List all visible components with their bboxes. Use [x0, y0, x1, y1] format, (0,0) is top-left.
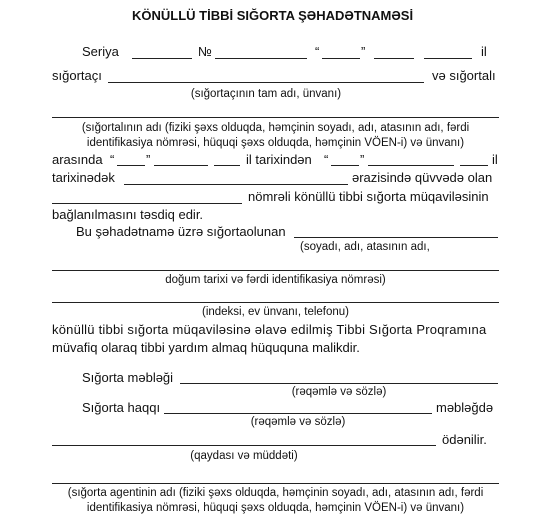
in-force-label: ərazisində qüvvədə olan [352, 170, 493, 185]
quote-close-3: ” [360, 152, 365, 167]
between-label: arasında [52, 152, 103, 167]
seriya-label: Seriya [82, 44, 119, 59]
territory-field[interactable] [124, 184, 348, 185]
insured-field[interactable] [52, 117, 499, 118]
payment-order-hint: (qaydası və müddəti) [190, 450, 298, 462]
premium-suffix: məbləğdə [436, 400, 494, 415]
insured-person-name-field[interactable] [294, 237, 498, 238]
agent-hint-2: identifikasiya nömrəsi, hüquqi şəxs olduqda, həmçinin VÖEN-i) və ünvanı) [86, 502, 465, 514]
end-year-label: il [492, 152, 498, 167]
payment-order-field[interactable] [52, 445, 436, 446]
insurer-label: sığortaçı [52, 68, 102, 83]
start-date-label: il tarixindən [246, 152, 312, 167]
quote-close: ” [361, 44, 366, 59]
insured-label: və sığortalı [432, 68, 496, 83]
quote-open-2: “ [110, 152, 115, 167]
birth-id-hint: doğum tarixi və fərdi identifikasiya nömrəsi) [165, 274, 386, 286]
document-title: KÖNÜLLÜ TİBBİ SIĞORTA ŞƏHADƏTNAMƏSİ [132, 8, 414, 23]
until-label: tarixinədək [52, 170, 115, 185]
number-sign: № [198, 44, 212, 59]
start-year-field[interactable] [214, 165, 240, 166]
insured-hint-2: identifikasiya nömrəsi, hüquqi şəxs olduqda, həmçinin VÖEN-i) və ünvanı) [86, 137, 465, 149]
year-label: il [481, 44, 487, 59]
agent-hint-1: (sığorta agentinin adı (fiziki şəxs olduqda, həmçinin soyadı, adı, atasının adı, fərdi [67, 487, 484, 499]
premium-field[interactable] [164, 413, 432, 414]
month-field[interactable] [374, 58, 414, 59]
year-field[interactable] [424, 58, 472, 59]
start-day-field[interactable] [117, 165, 145, 166]
agent-field[interactable] [52, 483, 499, 484]
quote-open: “ [315, 44, 320, 59]
premium-hint: (rəqəmlə və sözlə) [250, 416, 346, 428]
quote-open-3: “ [324, 152, 329, 167]
name-hint: (soyadı, adı, atasının adı, [300, 241, 430, 253]
insured-hint-1: (sığortalının adı (fiziki şəxs olduqda, həmçinin soyadı, adı, atasının adı, fərdi [81, 122, 470, 134]
sum-insured-label: Sığorta məbləği [82, 370, 174, 385]
paid-label: ödənilir. [442, 432, 487, 447]
contract-number-label: nömrəli könüllü tibbi sığorta müqaviləsinin [248, 189, 489, 204]
paragraph-line-2: müvafiq olaraq tibbi yardım almaq hüququna malikdir. [52, 340, 360, 355]
start-month-field[interactable] [154, 165, 208, 166]
insurer-field[interactable] [108, 82, 424, 83]
contract-number-field[interactable] [52, 203, 242, 204]
end-day-field[interactable] [331, 165, 359, 166]
address-field[interactable] [52, 302, 499, 303]
sum-insured-field[interactable] [180, 383, 498, 384]
sum-insured-hint: (rəqəmlə və sözlə) [291, 386, 387, 398]
day-field[interactable] [322, 58, 360, 59]
address-hint: (indeksi, ev ünvanı, telefonu) [201, 306, 350, 318]
paragraph-line-1: könüllü tibbi sığorta müqaviləsinə əlavə edilmiş Tibbi Sığorta Proqramına [52, 322, 487, 337]
birth-id-field[interactable] [52, 270, 499, 271]
confirm-text: bağlanılmasını təsdiq edir. [52, 207, 204, 222]
premium-label: Sığorta haqqı [82, 400, 161, 415]
certificate-number-field[interactable] [215, 58, 307, 59]
insured-person-label: Bu şəhadətnamə üzrə sığortaolunan [76, 224, 286, 239]
quote-close-2: ” [146, 152, 151, 167]
end-month-field[interactable] [368, 165, 454, 166]
end-year-field[interactable] [460, 165, 488, 166]
seriya-field[interactable] [132, 58, 192, 59]
insurer-hint: (sığortaçının tam adı, ünvanı) [190, 88, 342, 100]
